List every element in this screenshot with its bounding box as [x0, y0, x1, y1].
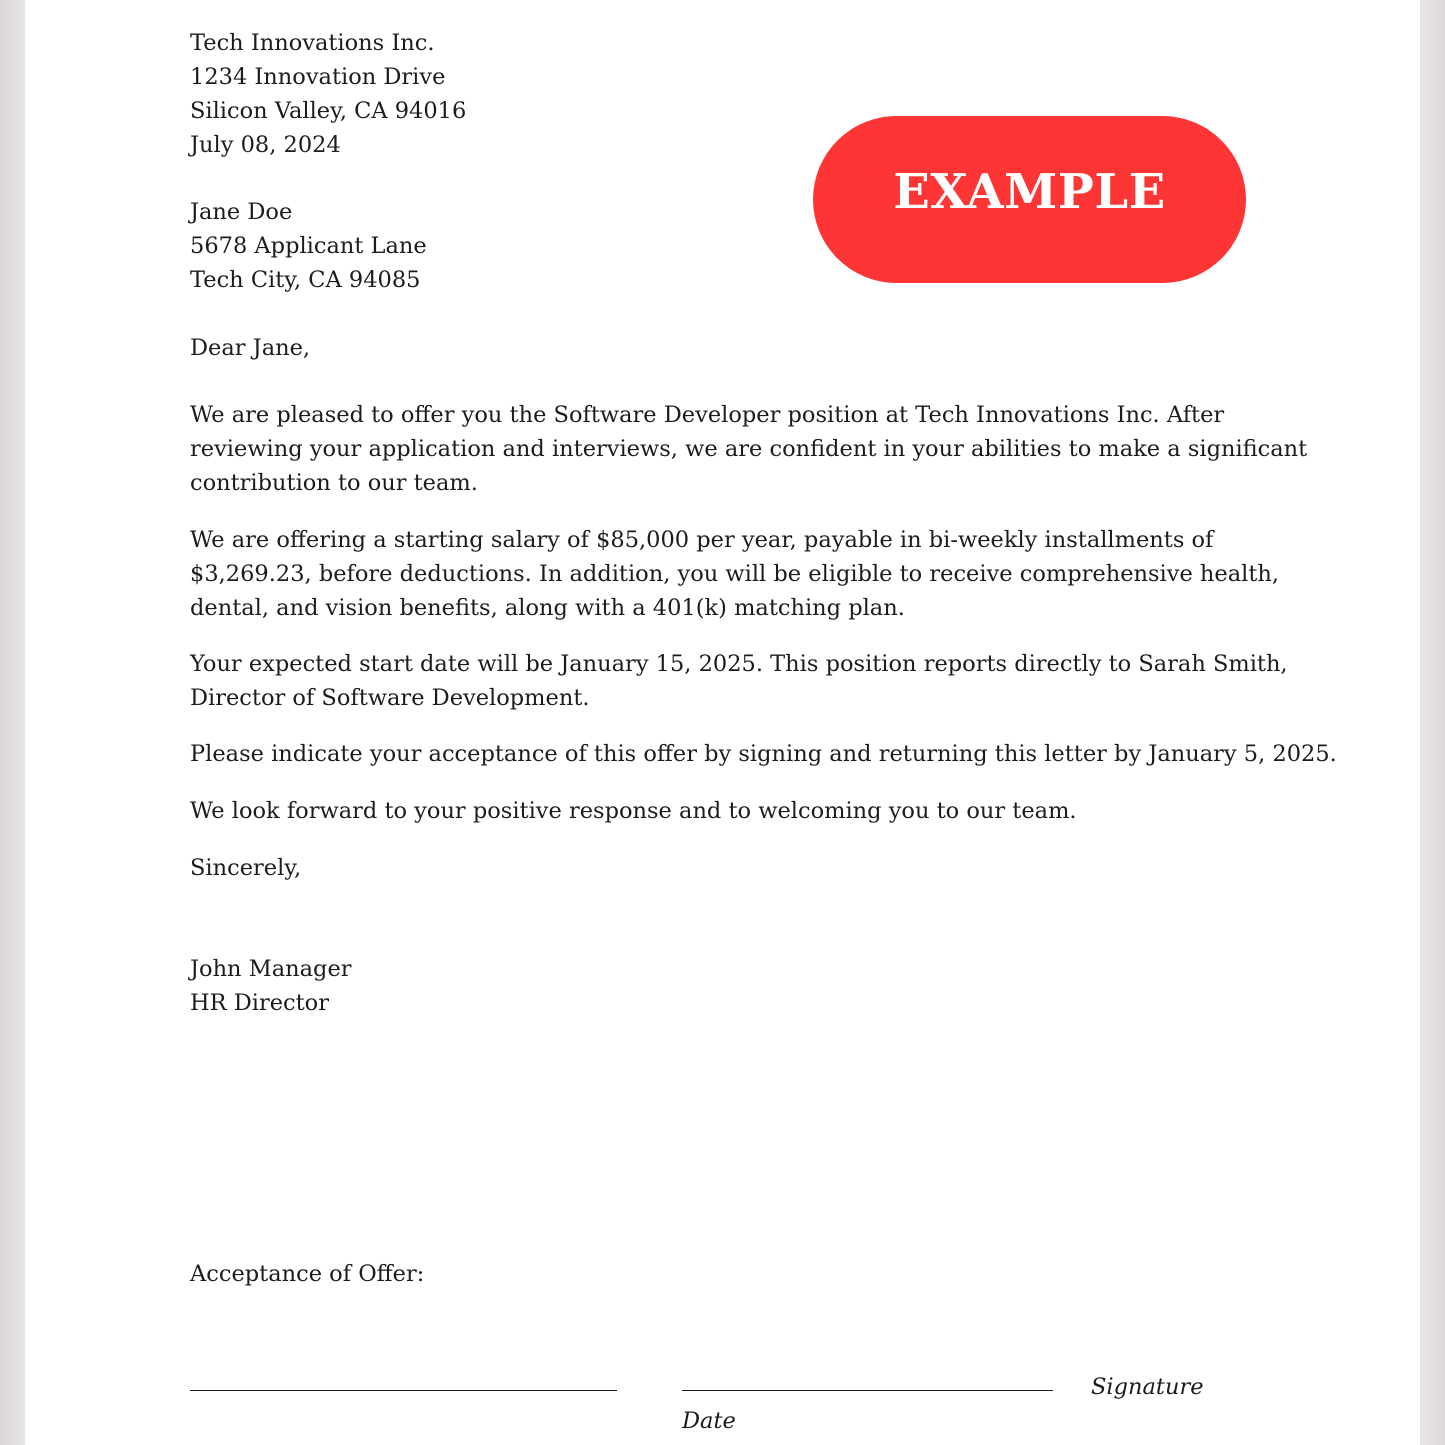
paragraph-line: Your expected start date will be January 15, 2025. This position reports directly to Sarah Smith,	[190, 651, 1288, 677]
date-line	[682, 1390, 1053, 1391]
acceptance-heading: Acceptance of Offer:	[190, 1261, 425, 1287]
sender-address	[190, 26, 466, 162]
sender-street: 1234 Innovation Drive	[190, 64, 446, 90]
paragraph-closing-remark	[190, 794, 1260, 828]
signature-line	[190, 1390, 617, 1391]
signer-title: HR Director	[190, 990, 329, 1016]
sender-city: Silicon Valley, CA 94016	[190, 98, 467, 124]
paragraph-salary	[190, 523, 1280, 625]
letter-date: July 08, 2024	[190, 132, 341, 158]
recipient-street: 5678 Applicant Lane	[190, 233, 427, 259]
salutation: Dear Jane,	[190, 335, 311, 361]
example-stamp-label: EXAMPLE	[893, 163, 1166, 220]
paragraph-line: We are pleased to offer you the Software Developer position at Tech Innovations Inc. After	[190, 402, 1225, 428]
date-label: Date	[682, 1408, 736, 1434]
recipient-address	[190, 195, 427, 297]
signature-label: Signature	[1091, 1374, 1204, 1400]
closing: Sincerely,	[190, 855, 302, 881]
paragraph-line: reviewing your application and interviews, we are confident in your abilities to make a significant	[190, 436, 1308, 462]
paragraph-offer	[190, 398, 1308, 500]
recipient-city: Tech City, CA 94085	[190, 267, 421, 293]
paragraph-line: Director of Software Development.	[190, 685, 590, 711]
sender-company: Tech Innovations Inc.	[190, 30, 435, 56]
signer-block	[190, 952, 352, 1020]
paragraph-line: $3,269.23, before deductions. In addition, you will be eligible to receive comprehensive health,	[190, 561, 1280, 587]
paragraph-line: We look forward to your positive response and to welcoming you to our team.	[190, 798, 1077, 824]
paragraph-line: Please indicate your acceptance of this offer by signing and returning this letter by January 5, 2025.	[190, 741, 1337, 767]
example-stamp	[813, 116, 1246, 283]
paragraph-acceptance-deadline	[190, 737, 1337, 771]
signer-name: John Manager	[190, 956, 352, 982]
paragraph-line: dental, and vision benefits, along with a 401(k) matching plan.	[190, 595, 905, 621]
paragraph-start-date	[190, 647, 1288, 715]
recipient-name: Jane Doe	[190, 199, 293, 225]
paragraph-line: contribution to our team.	[190, 470, 478, 496]
paragraph-line: We are offering a starting salary of $85,000 per year, payable in bi-weekly installments of	[190, 527, 1214, 553]
